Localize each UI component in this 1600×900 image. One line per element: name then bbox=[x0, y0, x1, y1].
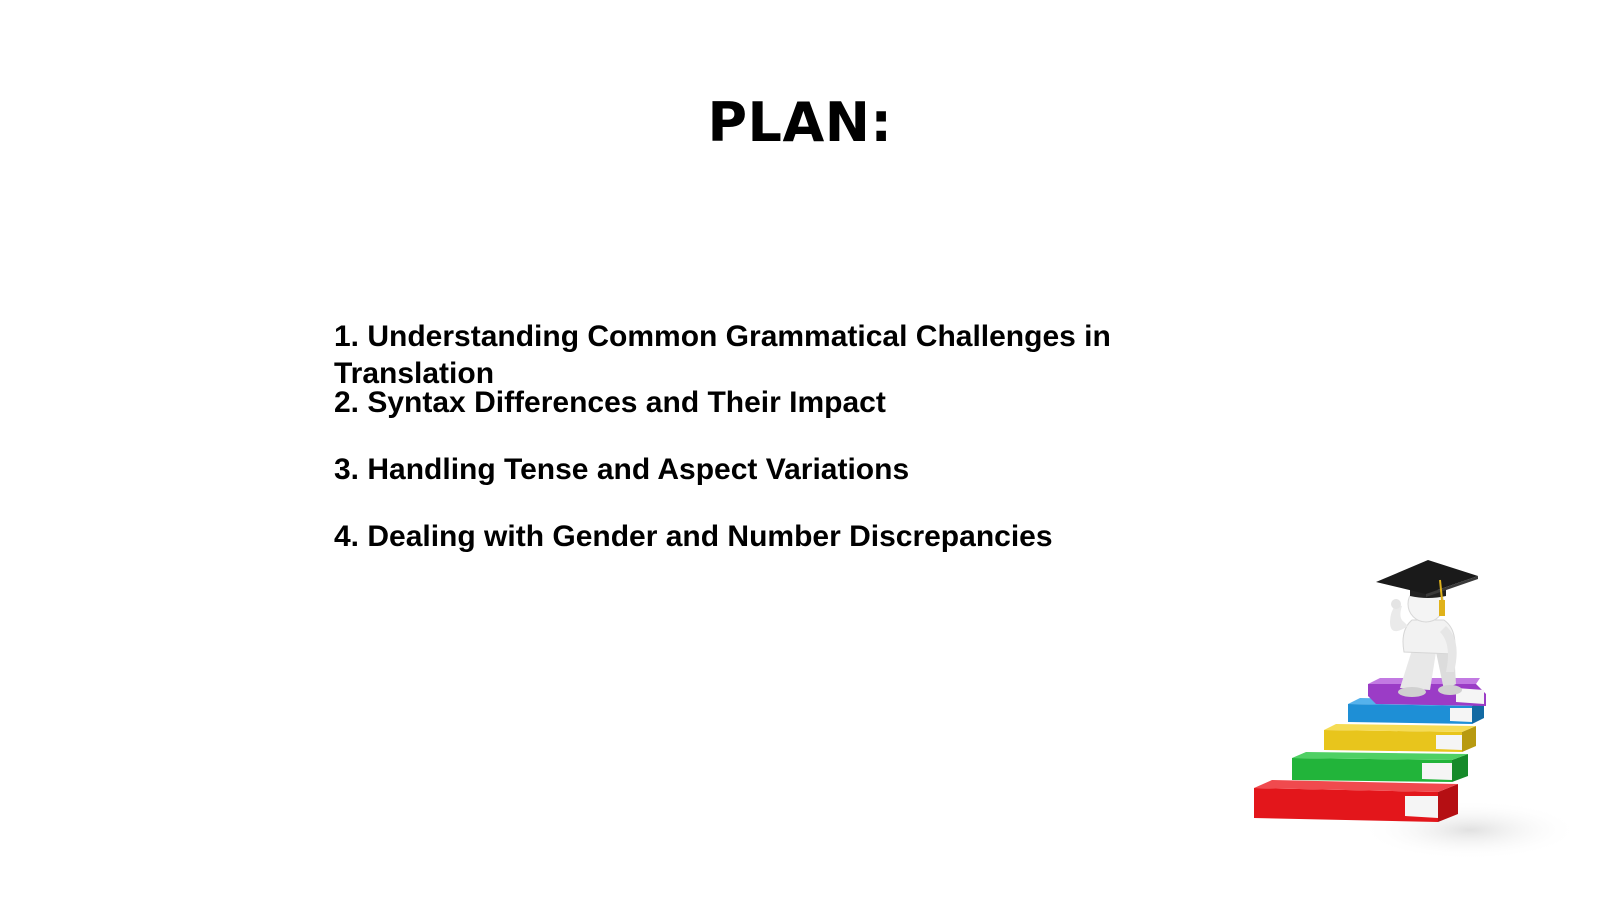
student-figure-icon bbox=[1376, 560, 1478, 697]
slide-title: PLAN: bbox=[707, 91, 893, 154]
graduate-on-books-icon bbox=[1240, 560, 1580, 870]
yellow-book-icon bbox=[1324, 724, 1476, 752]
red-book-icon bbox=[1254, 780, 1458, 822]
plan-item-3: 3. Handling Tense and Aspect Variations bbox=[334, 453, 910, 486]
green-book-icon bbox=[1292, 752, 1468, 782]
plan-item-4: 4. Dealing with Gender and Number Discrepancies bbox=[334, 520, 1053, 553]
plan-item-1: 1. Understanding Common Grammatical Challenges in Translation bbox=[334, 320, 1111, 390]
plan-item-2: 2. Syntax Differences and Their Impact bbox=[334, 386, 886, 419]
